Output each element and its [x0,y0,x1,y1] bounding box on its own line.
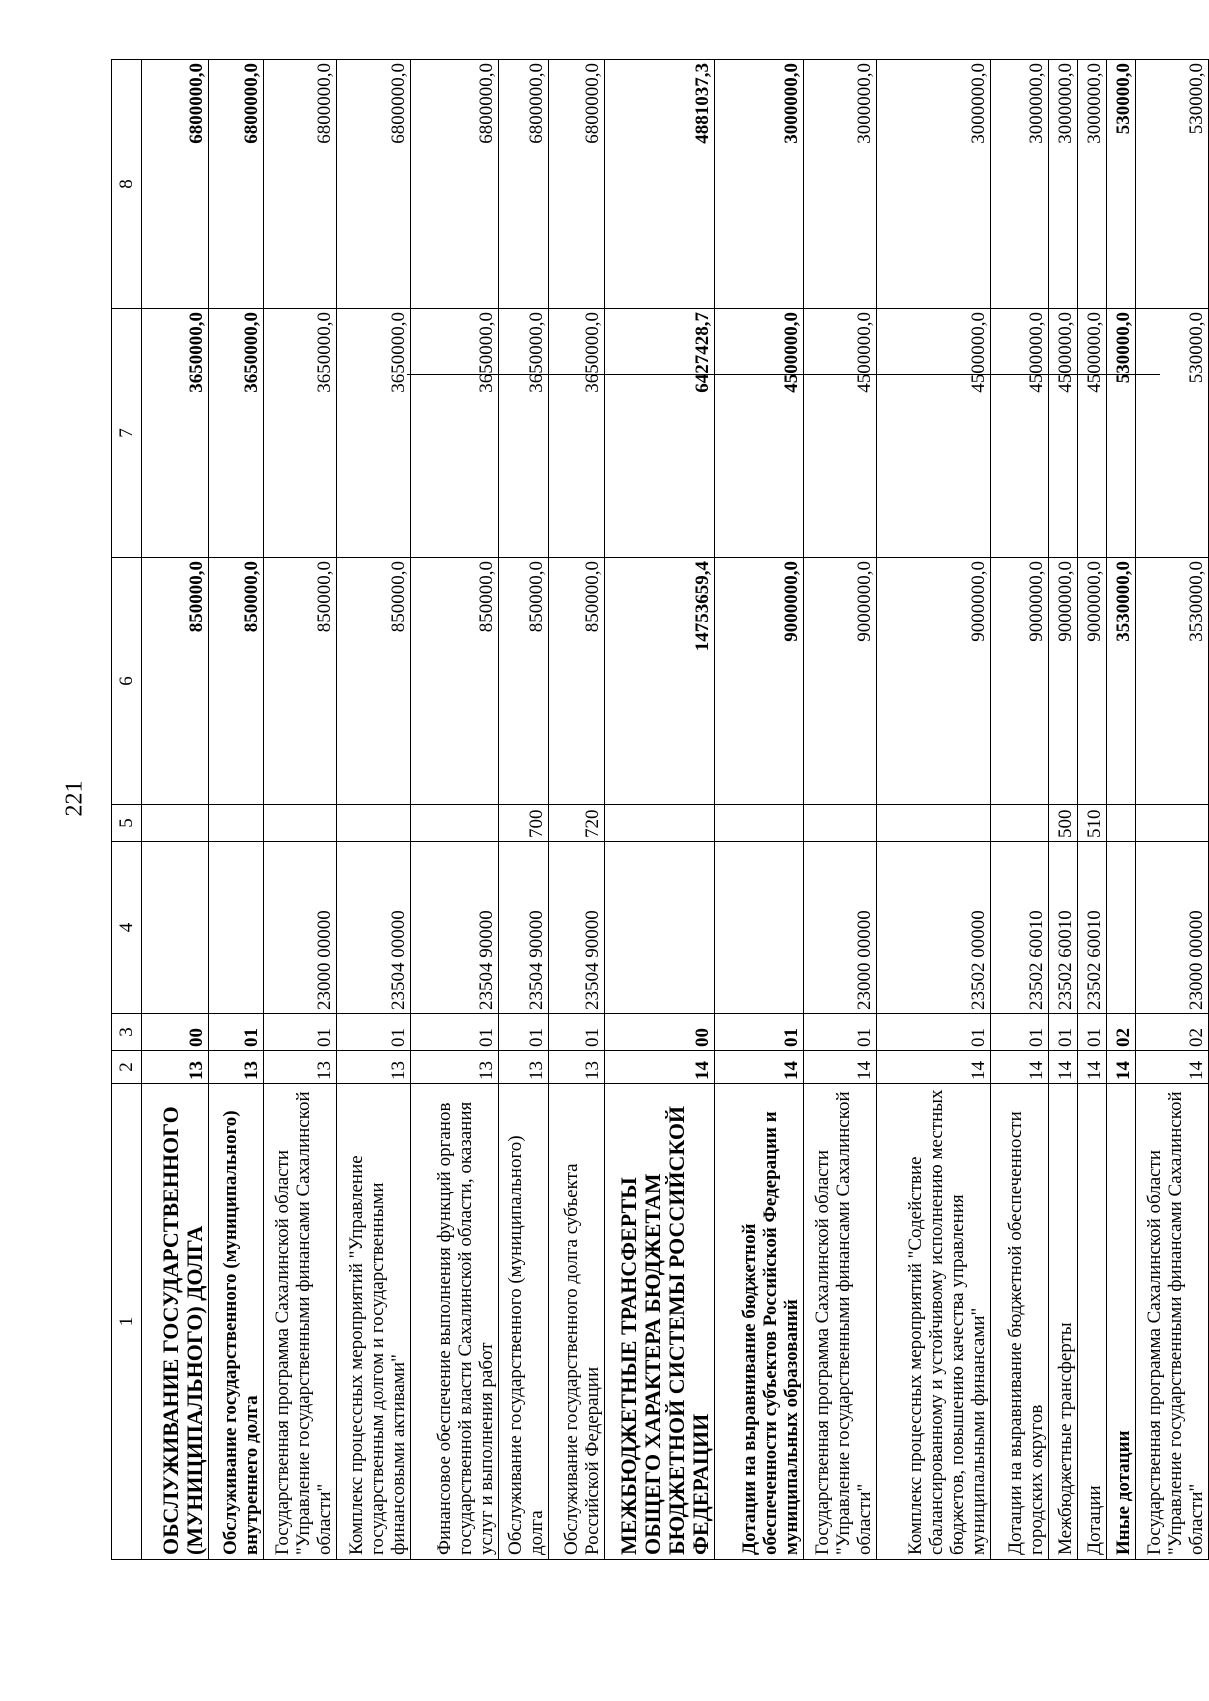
cell-pr: 00 [604,1014,714,1051]
cell-v7: 4500000,0 [714,309,803,558]
table-row [141,60,208,1560]
cell-v7: 3650000,0 [410,309,499,558]
column-header: 5 [112,805,142,842]
cell-vr [264,805,337,842]
cell-rz: 14 [1077,1051,1106,1084]
cell-csr: 23504 90000 [549,842,605,1014]
cell-rz: 13 [337,1051,410,1084]
cell-v8: 3000000,0 [991,60,1049,309]
table-row [876,60,990,1560]
cell-vr [876,805,990,842]
column-header: 6 [112,558,142,805]
cell-csr: 23504 90000 [410,842,499,1014]
cell-v6: 850000,0 [264,558,337,805]
cell-v7: 3650000,0 [141,309,208,558]
cell-csr: 23502 60010 [1049,842,1078,1014]
table-row [549,60,605,1560]
cell-csr: 23504 00000 [337,842,410,1014]
cell-rz: 14 [991,1051,1049,1084]
table-row [1135,60,1208,1560]
cell-v6: 9000000,0 [876,558,990,805]
cell-rz: 13 [141,1051,208,1084]
cell-v7: 530000,0 [1106,309,1135,558]
cell-name: Обслуживание государственного (муниципального) внутреннего долга [208,1084,264,1560]
cell-vr [991,805,1049,842]
cell-v8: 6800000,0 [549,60,605,309]
cell-pr: 01 [337,1014,410,1051]
cell-v6: 850000,0 [208,558,264,805]
cell-name: ОБСЛУЖИВАНИЕ ГОСУДАРСТВЕННОГО (МУНИЦИПАЛЬНОГО) ДОЛГА [141,1084,208,1560]
cell-v8: 3000000,0 [803,60,876,309]
cell-v8: 4881037,3 [604,60,714,309]
cell-pr: 01 [803,1014,876,1051]
cell-vr: 500 [1049,805,1078,842]
cell-v7: 3650000,0 [208,309,264,558]
cell-v8: 3000000,0 [1077,60,1106,309]
column-header: 1 [112,1084,142,1560]
cell-v8: 530000,0 [1106,60,1135,309]
cell-pr: 00 [141,1014,208,1051]
cell-rz: 13 [549,1051,605,1084]
cell-v6: 14753659,4 [604,558,714,805]
cell-v7: 4500000,0 [1049,309,1078,558]
cell-rz: 13 [410,1051,499,1084]
cell-csr: 23502 00000 [876,842,990,1014]
cell-vr [1106,805,1135,842]
cell-name: Комплекс процессных мероприятий "Содействие сбалансированному и устойчивому исполнению местных бюджетов, повышению качества управления муниципальными финансами" [876,1084,990,1560]
cell-v6: 850000,0 [337,558,410,805]
cell-v8: 6800000,0 [208,60,264,309]
cell-vr [1135,805,1208,842]
table-row [264,60,337,1560]
cell-vr [141,805,208,842]
column-header: 7 [112,309,142,558]
cell-v8: 6800000,0 [337,60,410,309]
cell-v8: 3000000,0 [1049,60,1078,309]
cell-vr: 510 [1077,805,1106,842]
cell-pr: 01 [499,1014,549,1051]
table-row [991,60,1049,1560]
cell-name: Государственная программа Сахалинской области "Управление государственными финансами Сахалинской области" [264,1084,337,1560]
column-header: 8 [112,60,142,309]
table-row [1077,60,1106,1560]
cell-name: Межбюджетные трансферты [1049,1084,1078,1560]
cell-pr: 02 [1135,1014,1208,1051]
cell-name: Обслуживание государственного долга субъекта Российской Федерации [549,1084,605,1560]
cell-vr: 700 [499,805,549,842]
cell-v6: 3530000,0 [1135,558,1208,805]
cell-csr: 23000 00000 [1135,842,1208,1014]
cell-name: МЕЖБЮДЖЕТНЫЕ ТРАНСФЕРТЫ ОБЩЕГО ХАРАКТЕРА БЮДЖЕТАМ БЮДЖЕТНОЙ СИСТЕМЫ РОССИЙСКОЙ ФЕДЕРАЦИИ [604,1084,714,1560]
cell-csr: 23000 00000 [264,842,337,1014]
column-header: 3 [112,1014,142,1051]
column-header: 2 [112,1051,142,1084]
cell-v7: 4500000,0 [991,309,1049,558]
cell-v6: 9000000,0 [1077,558,1106,805]
cell-v7: 4500000,0 [876,309,990,558]
cell-csr [208,842,264,1014]
cell-v6: 9000000,0 [803,558,876,805]
cell-v8: 6800000,0 [410,60,499,309]
cell-csr [714,842,803,1014]
cell-v6: 9000000,0 [714,558,803,805]
cell-rz: 14 [876,1051,990,1084]
table-row [337,60,410,1560]
cell-rz: 14 [1049,1051,1078,1084]
cell-v6: 850000,0 [141,558,208,805]
cell-vr [337,805,410,842]
cell-name: Дотации на выравнивание бюджетной обеспеченности городских округов [991,1084,1049,1560]
cell-name: Финансовое обеспечение выполнения функций органов государственной власти Сахалинской области, оказания услуг и выполнения работ [410,1084,499,1560]
cell-vr [803,805,876,842]
cell-pr: 01 [991,1014,1049,1051]
cell-vr [410,805,499,842]
table-row [604,60,714,1560]
cell-pr: 01 [208,1014,264,1051]
cell-pr: 01 [549,1014,605,1051]
cell-pr: 01 [876,1014,990,1051]
cell-v8: 530000,0 [1135,60,1208,309]
cell-v7: 3650000,0 [499,309,549,558]
cell-v7: 4500000,0 [1077,309,1106,558]
cell-v8: 3000000,0 [876,60,990,309]
cell-rz: 13 [499,1051,549,1084]
cell-rz: 14 [1135,1051,1208,1084]
cell-v7: 3650000,0 [549,309,605,558]
cell-v6: 850000,0 [499,558,549,805]
cell-v7: 3650000,0 [337,309,410,558]
cell-rz: 14 [604,1051,714,1084]
cell-pr: 02 [1106,1014,1135,1051]
cell-rz: 14 [714,1051,803,1084]
cell-name: Дотации на выравнивание бюджетной обеспеченности субъектов Российской Федерации и муниципальных образований [714,1084,803,1560]
cell-v7: 3650000,0 [264,309,337,558]
cell-vr [604,805,714,842]
table-row [803,60,876,1560]
cell-v6: 3530000,0 [1106,558,1135,805]
cell-csr: 23000 00000 [803,842,876,1014]
cell-name: Дотации [1077,1084,1106,1560]
table-row [1049,60,1078,1560]
cell-name: Иные дотации [1106,1084,1135,1560]
table-row [410,60,499,1560]
cell-vr [208,805,264,842]
cell-csr [604,842,714,1014]
cell-csr: 23504 90000 [499,842,549,1014]
cell-rz: 13 [208,1051,264,1084]
page-number: 221 [61,780,88,817]
cell-csr: 23502 60010 [991,842,1049,1014]
cell-v6: 850000,0 [410,558,499,805]
cell-pr: 01 [410,1014,499,1051]
table-row [208,60,264,1560]
table-row [714,60,803,1560]
cell-name: Государственная программа Сахалинской области "Управление государственными финансами Сахалинской области" [1135,1084,1208,1560]
cell-pr: 01 [1049,1014,1078,1051]
cell-name: Обслуживание государственного (муниципального) долга [499,1084,549,1560]
cell-csr: 23502 60010 [1077,842,1106,1014]
table-row [499,60,549,1560]
cell-pr: 01 [714,1014,803,1051]
cell-v6: 9000000,0 [1049,558,1078,805]
table-row [1106,60,1135,1560]
cell-rz: 13 [264,1051,337,1084]
cell-v6: 9000000,0 [991,558,1049,805]
cell-rz: 14 [1106,1051,1135,1084]
cell-v8: 3000000,0 [714,60,803,309]
cell-v8: 6800000,0 [264,60,337,309]
cell-v7: 530000,0 [1135,309,1208,558]
cell-pr: 01 [1077,1014,1106,1051]
budget-table [111,59,1209,1560]
cell-v7: 4500000,0 [803,309,876,558]
cell-name: Комплекс процессных мероприятий "Управление государственным долгом и государственными финансовыми активами" [337,1084,410,1560]
budget-table-rotated [111,60,1209,1560]
header-row [112,60,142,1560]
cell-vr: 720 [549,805,605,842]
cell-v7: 6427428,7 [604,309,714,558]
cell-v6: 850000,0 [549,558,605,805]
cell-vr [714,805,803,842]
cell-v8: 6800000,0 [141,60,208,309]
cell-csr [141,842,208,1014]
cell-name: Государственная программа Сахалинской области "Управление государственными финансами Сахалинской области" [803,1084,876,1560]
cell-csr [1106,842,1135,1014]
cell-rz: 14 [803,1051,876,1084]
cell-v8: 6800000,0 [499,60,549,309]
column-header: 4 [112,842,142,1014]
cell-pr: 01 [264,1014,337,1051]
